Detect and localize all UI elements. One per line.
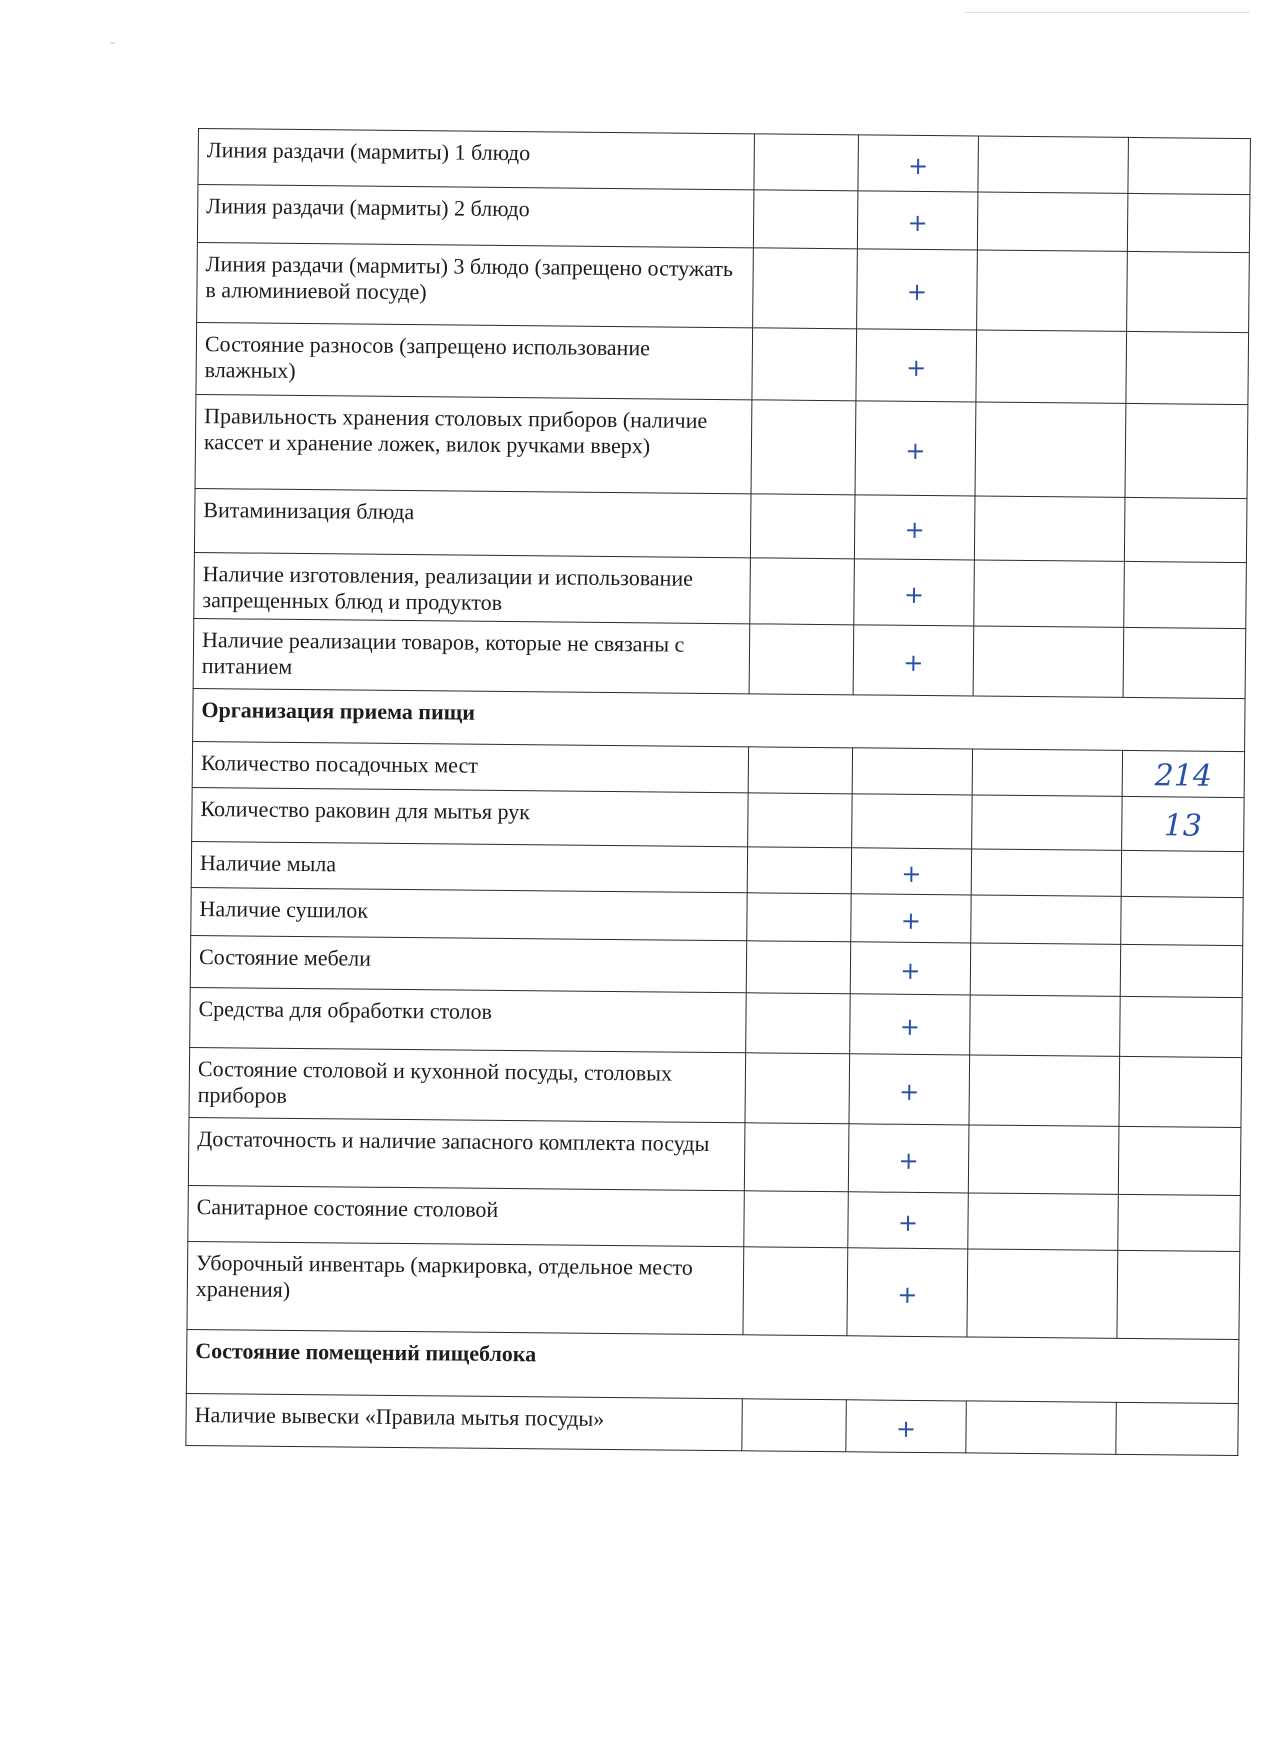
item-label: Наличие реализации товаров, которые не связаны с питанием [193, 618, 750, 693]
item-label: Витаминизация блюда [194, 488, 751, 557]
checklist-row [188, 1185, 1240, 1251]
empty-cell [1117, 1250, 1240, 1339]
handwritten-check-mark: + [857, 191, 978, 250]
empty-cell [972, 749, 1122, 796]
handwritten-check-mark: + [854, 559, 975, 626]
handwritten-check-mark: + [848, 1192, 969, 1249]
handwritten-check-mark: + [848, 1124, 969, 1193]
item-label: Линия раздачи (мармиты) 2 блюдо [197, 185, 754, 248]
handwritten-check-mark: + [855, 401, 976, 496]
handwritten-value: 214 [1122, 750, 1244, 797]
checklist-row [193, 618, 1246, 698]
empty-cell [975, 402, 1126, 497]
handwritten-check-mark: + [851, 894, 971, 943]
section-header-row [186, 1329, 1239, 1403]
empty-cell [978, 136, 1129, 193]
empty-cell [971, 895, 1121, 944]
empty-cell [968, 1125, 1119, 1194]
checklist-row [194, 552, 1247, 628]
item-label: Наличие сушилок [191, 887, 747, 940]
empty-cell [744, 1123, 849, 1192]
item-label: Количество посадочных мест [192, 741, 748, 792]
empty-cell [970, 995, 1121, 1056]
checklist-row [197, 242, 1250, 332]
handwritten-check-mark: + [849, 1054, 970, 1125]
handwritten-check-mark: + [858, 135, 979, 192]
handwritten-value: 13 [1122, 796, 1245, 851]
empty-cell [751, 400, 856, 495]
empty-cell [852, 794, 973, 849]
item-label: Уборочный инвентарь (маркировка, отдельное место хранения) [187, 1241, 744, 1334]
checklist-row [194, 488, 1247, 562]
empty-cell [967, 1249, 1118, 1338]
handwritten-check-mark: + [846, 1400, 966, 1453]
item-label: Состояние столовой и кухонной посуды, столовых приборов [189, 1047, 746, 1122]
empty-cell [976, 330, 1127, 403]
empty-cell [977, 192, 1128, 251]
checklist-row [187, 1241, 1240, 1339]
handwritten-check-mark: + [856, 329, 977, 402]
empty-cell [972, 795, 1123, 850]
empty-cell [747, 847, 851, 894]
handwritten-check-mark: + [847, 1248, 968, 1337]
item-label: Состояние мебели [190, 935, 746, 992]
empty-cell [750, 494, 855, 559]
empty-cell [753, 248, 858, 329]
empty-cell [747, 893, 851, 942]
empty-cell [752, 328, 857, 401]
empty-cell [1116, 1402, 1238, 1455]
checklist-row [196, 322, 1249, 404]
handwritten-check-mark: + [850, 994, 971, 1055]
checklist-row [192, 787, 1244, 851]
inspection-checklist-table [185, 128, 1251, 1456]
item-label: Состояние разносов (запрещено использование влажных) [196, 322, 753, 399]
checklist-rows [186, 129, 1251, 1456]
item-label: Санитарное состояние столовой [188, 1185, 745, 1246]
item-label: Наличие вывески «Правила мытья посуды» [186, 1393, 742, 1450]
empty-cell [968, 1193, 1119, 1250]
empty-cell [754, 134, 859, 191]
empty-cell [1124, 561, 1247, 628]
empty-cell [742, 1399, 846, 1452]
section-title: Организация приема пищи [193, 688, 1245, 751]
empty-cell [1126, 331, 1249, 404]
empty-cell [1121, 896, 1243, 945]
item-label: Средства для обработки столов [190, 987, 747, 1052]
empty-cell [746, 993, 851, 1054]
empty-cell [1119, 1056, 1242, 1127]
empty-cell [749, 624, 854, 695]
item-label: Количество раковин для мытья рук [192, 787, 748, 846]
handwritten-check-mark: + [854, 495, 975, 560]
handwritten-check-mark: + [853, 625, 974, 696]
checklist-row [198, 129, 1250, 195]
handwritten-check-mark: + [850, 942, 970, 995]
scan-artifact [965, 12, 1250, 13]
checklist-row [197, 185, 1250, 253]
checklist-row [188, 1117, 1241, 1195]
empty-cell [743, 1247, 848, 1336]
item-label: Линия раздачи (мармиты) 1 блюдо [198, 129, 755, 190]
empty-cell [1127, 193, 1250, 252]
item-label: Наличие изготовления, реализации и использование запрещенных блюд и продуктов [194, 552, 751, 623]
empty-cell [970, 943, 1120, 996]
empty-cell [973, 626, 1124, 697]
empty-cell [966, 1401, 1116, 1454]
empty-cell [1120, 996, 1243, 1057]
empty-cell [753, 190, 858, 249]
empty-cell [974, 496, 1125, 561]
empty-cell [852, 748, 972, 795]
empty-cell [971, 849, 1121, 896]
empty-cell [750, 558, 855, 625]
handwritten-check-mark: + [851, 848, 971, 895]
empty-cell [1128, 137, 1251, 194]
scan-artifact [110, 42, 115, 44]
empty-cell [1120, 944, 1242, 997]
empty-cell [748, 747, 852, 794]
item-label: Линия раздачи (мармиты) 3 блюдо (запрещено остужать в алюминиевой посуде) [197, 242, 754, 327]
empty-cell [746, 941, 850, 994]
empty-cell [1125, 403, 1248, 498]
section-title: Состояние помещений пищеблока [186, 1329, 1239, 1403]
empty-cell [974, 560, 1125, 627]
empty-cell [745, 1053, 850, 1124]
empty-cell [1118, 1194, 1241, 1251]
empty-cell [1118, 1126, 1241, 1195]
checklist-row [195, 394, 1248, 498]
empty-cell [748, 793, 853, 848]
handwritten-check-mark: + [857, 249, 978, 330]
empty-cell [744, 1191, 849, 1248]
empty-cell [969, 1055, 1120, 1126]
item-label: Достаточность и наличие запасного комплекта посуды [188, 1117, 745, 1190]
empty-cell [1123, 627, 1246, 698]
item-label: Наличие мыла [191, 841, 747, 892]
checklist-row [190, 987, 1243, 1057]
checklist-row [189, 1047, 1242, 1127]
empty-cell [1124, 497, 1247, 562]
empty-cell [1127, 251, 1250, 332]
item-label: Правильность хранения столовых приборов (наличие кассет и хранение ложек, вилок ручками вверх) [195, 394, 752, 493]
checklist-row [186, 1393, 1238, 1455]
empty-cell [977, 250, 1128, 331]
empty-cell [1121, 850, 1243, 897]
